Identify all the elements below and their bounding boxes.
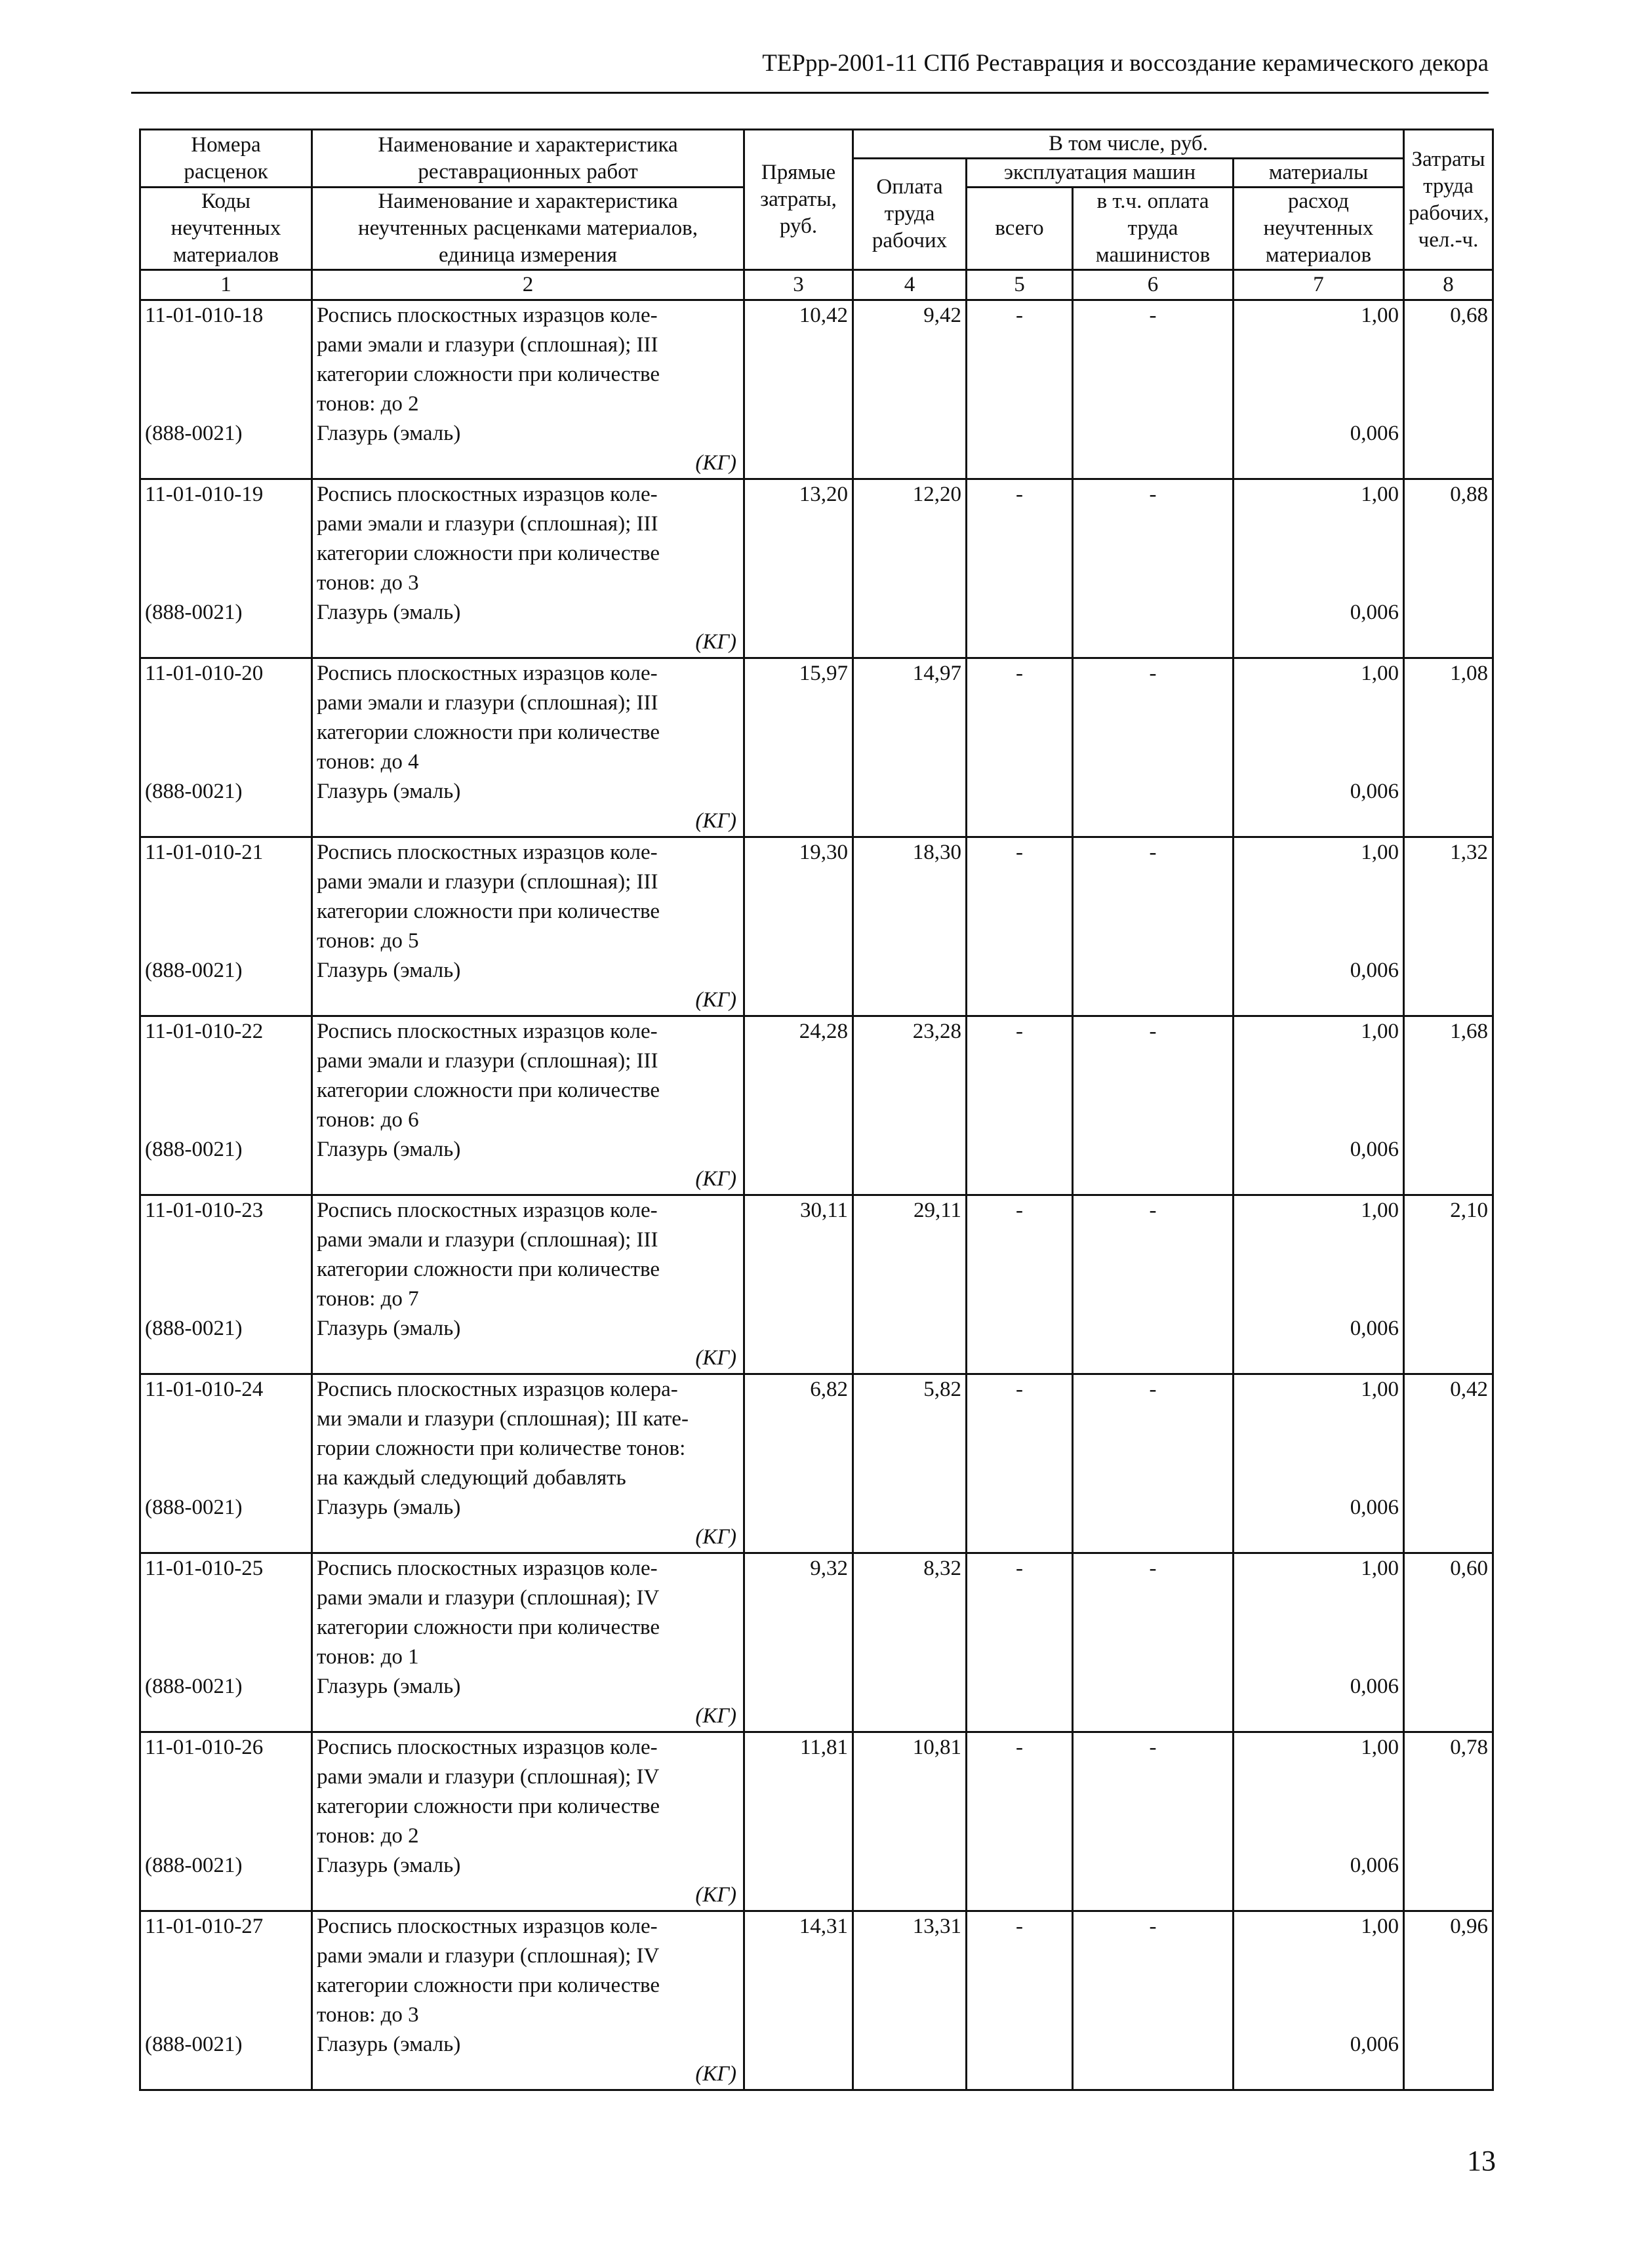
labor-hours: 0,88 bbox=[1404, 479, 1493, 599]
column-number: 4 bbox=[853, 270, 967, 300]
rate-row bbox=[140, 658, 1493, 778]
description-line: рами эмали и глазури (сплошная); III bbox=[317, 512, 658, 536]
material-code: (888-0021) bbox=[140, 1672, 312, 1732]
worker-pay: 9,42 bbox=[853, 300, 967, 420]
column-number: 8 bbox=[1404, 270, 1493, 300]
work-description bbox=[312, 479, 744, 599]
material-description bbox=[312, 598, 744, 658]
machine-total: - bbox=[967, 1553, 1073, 1673]
description-line: тонов: до 4 bbox=[317, 750, 419, 774]
header-cell-including: В том числе, руб. bbox=[853, 130, 1404, 159]
header-cell-materials: материалы bbox=[1234, 159, 1404, 188]
material-row bbox=[140, 1314, 1493, 1374]
description-line: тонов: до 7 bbox=[317, 1287, 419, 1311]
material-name: Глазурь (эмаль) bbox=[317, 1317, 461, 1340]
machine-total: - bbox=[967, 1374, 1073, 1494]
rate-code: 11-01-010-19 bbox=[140, 479, 312, 599]
rate-code: 11-01-010-22 bbox=[140, 1016, 312, 1136]
work-description bbox=[312, 1553, 744, 1673]
column-number: 2 bbox=[312, 270, 744, 300]
unit-label: (КГ) bbox=[695, 2062, 736, 2086]
work-description bbox=[312, 837, 744, 957]
material-name: Глазурь (эмаль) bbox=[317, 422, 461, 445]
machine-operator-pay: - bbox=[1073, 300, 1234, 420]
direct-costs: 15,97 bbox=[744, 658, 853, 778]
direct-costs: 9,32 bbox=[744, 1553, 853, 1673]
material-code: (888-0021) bbox=[140, 1493, 312, 1553]
material-consumption: 0,006 bbox=[1234, 2030, 1404, 2090]
column-number: 5 bbox=[967, 270, 1073, 300]
rate-code: 11-01-010-20 bbox=[140, 658, 312, 778]
machine-operator-pay: - bbox=[1073, 1374, 1234, 1494]
description-line: Роспись плоскостных изразцов коле- bbox=[317, 1199, 658, 1222]
materials-cost: 1,00 bbox=[1234, 1911, 1404, 2031]
machine-operator-pay: - bbox=[1073, 1911, 1234, 2031]
worker-pay: 12,20 bbox=[853, 479, 967, 599]
machine-total: - bbox=[967, 300, 1073, 420]
table-body bbox=[140, 300, 1493, 2090]
rate-row bbox=[140, 1374, 1493, 1494]
description-line: категории сложности при количестве bbox=[317, 900, 660, 923]
material-code: (888-0021) bbox=[140, 419, 312, 479]
materials-cost: 1,00 bbox=[1234, 1016, 1404, 1136]
unit-label: (КГ) bbox=[695, 1167, 736, 1191]
unit-label: (КГ) bbox=[695, 451, 736, 475]
description-line: рами эмали и глазури (сплошная); IV bbox=[317, 1765, 660, 1789]
material-row bbox=[140, 1672, 1493, 1732]
material-consumption: 0,006 bbox=[1234, 1314, 1404, 1374]
worker-pay: 18,30 bbox=[853, 837, 967, 957]
machine-operator-pay: - bbox=[1073, 837, 1234, 957]
machine-total: - bbox=[967, 837, 1073, 957]
work-description bbox=[312, 1911, 744, 2031]
worker-pay: 5,82 bbox=[853, 1374, 967, 1494]
machine-operator-pay: - bbox=[1073, 1195, 1234, 1315]
header-cell-name-materials: Наименование и характеристика неучтенных расценками материалов, единица измерения bbox=[312, 188, 744, 270]
material-description bbox=[312, 956, 744, 1016]
rate-code: 11-01-010-25 bbox=[140, 1553, 312, 1673]
direct-costs: 30,11 bbox=[744, 1195, 853, 1315]
work-description bbox=[312, 1195, 744, 1315]
work-description bbox=[312, 658, 744, 778]
worker-pay: 29,11 bbox=[853, 1195, 967, 1315]
material-consumption: 0,006 bbox=[1234, 598, 1404, 658]
page-number: 13 bbox=[1467, 2145, 1496, 2177]
description-line: тонов: до 5 bbox=[317, 929, 419, 953]
header-cell-labor-hours: Затраты труда рабочих, чел.-ч. bbox=[1404, 130, 1493, 270]
material-code: (888-0021) bbox=[140, 956, 312, 1016]
materials-cost: 1,00 bbox=[1234, 1732, 1404, 1852]
unit-label: (КГ) bbox=[695, 1525, 736, 1549]
machine-total: - bbox=[967, 1911, 1073, 2031]
header-cell-machine-total: всего bbox=[967, 188, 1073, 270]
material-description bbox=[312, 1493, 744, 1553]
description-line: Роспись плоскостных изразцов коле- bbox=[317, 1020, 658, 1043]
header-cell-codes: Коды неучтенных материалов bbox=[140, 188, 312, 270]
labor-hours: 0,68 bbox=[1404, 300, 1493, 420]
machine-total: - bbox=[967, 479, 1073, 599]
material-name: Глазурь (эмаль) bbox=[317, 1675, 461, 1698]
description-line: категории сложности при количестве bbox=[317, 542, 660, 565]
description-line: категории сложности при количестве bbox=[317, 1616, 660, 1639]
materials-cost: 1,00 bbox=[1234, 300, 1404, 420]
material-name: Глазурь (эмаль) bbox=[317, 780, 461, 803]
header-cell-worker-pay: Оплата труда рабочих bbox=[853, 159, 967, 270]
description-line: рами эмали и глазури (сплошная); III bbox=[317, 1049, 658, 1073]
unit-label: (КГ) bbox=[695, 630, 736, 654]
description-line: Роспись плоскостных изразцов колера- bbox=[317, 1378, 678, 1401]
page-header-title: ТЕРрр-2001-11 СПб Реставрация и воссоздание керамического декора bbox=[762, 50, 1489, 77]
header-cell-material-consumption: расход неучтенных материалов bbox=[1234, 188, 1404, 270]
column-number: 3 bbox=[744, 270, 853, 300]
description-line: ми эмали и глазури (сплошная); III кате- bbox=[317, 1407, 689, 1431]
description-line: на каждый следующий добавлять bbox=[317, 1466, 626, 1490]
rate-code: 11-01-010-26 bbox=[140, 1732, 312, 1852]
rate-row bbox=[140, 1016, 1493, 1136]
header-divider bbox=[131, 92, 1489, 94]
material-description bbox=[312, 1672, 744, 1732]
unit-label: (КГ) bbox=[695, 1883, 736, 1907]
material-consumption: 0,006 bbox=[1234, 956, 1404, 1016]
header-cell-name-works: Наименование и характеристика реставрационных работ bbox=[312, 130, 744, 188]
material-description bbox=[312, 1851, 744, 1911]
materials-cost: 1,00 bbox=[1234, 1553, 1404, 1673]
description-line: рами эмали и глазури (сплошная); III bbox=[317, 1228, 658, 1252]
rates-table bbox=[139, 129, 1494, 2091]
description-line: тонов: до 1 bbox=[317, 1645, 419, 1669]
direct-costs: 14,31 bbox=[744, 1911, 853, 2031]
description-line: рами эмали и глазури (сплошная); IV bbox=[317, 1586, 660, 1610]
labor-hours: 0,96 bbox=[1404, 1911, 1493, 2031]
machine-operator-pay: - bbox=[1073, 479, 1234, 599]
description-line: гории сложности при количестве тонов: bbox=[317, 1437, 686, 1460]
description-line: рами эмали и глазури (сплошная); III bbox=[317, 691, 658, 715]
header-cell-direct-costs: Прямые затраты, руб. bbox=[744, 130, 853, 270]
header-cell-machine-operation: эксплуатация машин bbox=[967, 159, 1234, 188]
machine-operator-pay: - bbox=[1073, 1016, 1234, 1136]
description-line: категории сложности при количестве bbox=[317, 1974, 660, 1997]
unit-label: (КГ) bbox=[695, 1704, 736, 1728]
description-line: Роспись плоскостных изразцов коле- bbox=[317, 1736, 658, 1759]
work-description bbox=[312, 1016, 744, 1136]
unit-label: (КГ) bbox=[695, 809, 736, 833]
machine-operator-pay: - bbox=[1073, 1553, 1234, 1673]
rate-row bbox=[140, 1911, 1493, 2031]
material-name: Глазурь (эмаль) bbox=[317, 1138, 461, 1161]
material-row bbox=[140, 777, 1493, 837]
material-code: (888-0021) bbox=[140, 2030, 312, 2090]
direct-costs: 6,82 bbox=[744, 1374, 853, 1494]
column-number-row bbox=[140, 270, 1493, 300]
header-cell-machine-operator-pay: в т.ч. оплата труда машинистов bbox=[1073, 188, 1234, 270]
worker-pay: 13,31 bbox=[853, 1911, 967, 2031]
material-name: Глазурь (эмаль) bbox=[317, 1854, 461, 1877]
machine-total: - bbox=[967, 1732, 1073, 1852]
material-row bbox=[140, 1493, 1493, 1553]
description-line: категории сложности при количестве bbox=[317, 363, 660, 386]
direct-costs: 13,20 bbox=[744, 479, 853, 599]
machine-operator-pay: - bbox=[1073, 658, 1234, 778]
rate-code: 11-01-010-23 bbox=[140, 1195, 312, 1315]
material-row bbox=[140, 2030, 1493, 2090]
worker-pay: 8,32 bbox=[853, 1553, 967, 1673]
description-line: категории сложности при количестве bbox=[317, 1258, 660, 1281]
unit-label: (КГ) bbox=[695, 1346, 736, 1370]
rate-code: 11-01-010-27 bbox=[140, 1911, 312, 2031]
material-code: (888-0021) bbox=[140, 777, 312, 837]
description-line: Роспись плоскостных изразцов коле- bbox=[317, 1557, 658, 1580]
material-code: (888-0021) bbox=[140, 1314, 312, 1374]
labor-hours: 0,78 bbox=[1404, 1732, 1493, 1852]
material-code: (888-0021) bbox=[140, 1851, 312, 1911]
worker-pay: 23,28 bbox=[853, 1016, 967, 1136]
rate-code: 11-01-010-21 bbox=[140, 837, 312, 957]
description-line: Роспись плоскостных изразцов коле- bbox=[317, 841, 658, 864]
rate-row bbox=[140, 479, 1493, 599]
labor-hours: 0,42 bbox=[1404, 1374, 1493, 1494]
description-line: категории сложности при количестве bbox=[317, 721, 660, 744]
machine-total: - bbox=[967, 1016, 1073, 1136]
rate-code: 11-01-010-18 bbox=[140, 300, 312, 420]
labor-hours: 1,32 bbox=[1404, 837, 1493, 957]
description-line: Роспись плоскостных изразцов коле- bbox=[317, 662, 658, 685]
description-line: рами эмали и глазури (сплошная); IV bbox=[317, 1944, 660, 1968]
machine-operator-pay: - bbox=[1073, 1732, 1234, 1852]
description-line: рами эмали и глазури (сплошная); III bbox=[317, 870, 658, 894]
material-description bbox=[312, 777, 744, 837]
rate-row bbox=[140, 1732, 1493, 1852]
materials-cost: 1,00 bbox=[1234, 1374, 1404, 1494]
material-consumption: 0,006 bbox=[1234, 1135, 1404, 1195]
materials-cost: 1,00 bbox=[1234, 479, 1404, 599]
description-line: Роспись плоскостных изразцов коле- bbox=[317, 1915, 658, 1938]
material-row bbox=[140, 956, 1493, 1016]
column-number: 1 bbox=[140, 270, 312, 300]
rate-row bbox=[140, 1553, 1493, 1673]
material-name: Глазурь (эмаль) bbox=[317, 959, 461, 982]
description-line: тонов: до 6 bbox=[317, 1108, 419, 1132]
work-description bbox=[312, 1732, 744, 1852]
table-header bbox=[140, 130, 1493, 300]
material-description bbox=[312, 2030, 744, 2090]
description-line: тонов: до 3 bbox=[317, 571, 419, 595]
description-line: рами эмали и глазури (сплошная); III bbox=[317, 333, 658, 357]
column-number: 7 bbox=[1234, 270, 1404, 300]
labor-hours: 2,10 bbox=[1404, 1195, 1493, 1315]
material-code: (888-0021) bbox=[140, 598, 312, 658]
description-line: Роспись плоскостных изразцов коле- bbox=[317, 483, 658, 506]
description-line: тонов: до 2 bbox=[317, 392, 419, 416]
description-line: категории сложности при количестве bbox=[317, 1795, 660, 1818]
material-consumption: 0,006 bbox=[1234, 1672, 1404, 1732]
column-number: 6 bbox=[1073, 270, 1234, 300]
unit-label: (КГ) bbox=[695, 988, 736, 1012]
material-description bbox=[312, 419, 744, 479]
material-row bbox=[140, 1135, 1493, 1195]
direct-costs: 24,28 bbox=[744, 1016, 853, 1136]
rate-row bbox=[140, 1195, 1493, 1315]
labor-hours: 1,68 bbox=[1404, 1016, 1493, 1136]
material-name: Глазурь (эмаль) bbox=[317, 601, 461, 624]
material-row bbox=[140, 598, 1493, 658]
material-code: (888-0021) bbox=[140, 1135, 312, 1195]
worker-pay: 14,97 bbox=[853, 658, 967, 778]
labor-hours: 1,08 bbox=[1404, 658, 1493, 778]
materials-cost: 1,00 bbox=[1234, 658, 1404, 778]
description-line: тонов: до 2 bbox=[317, 1824, 419, 1848]
material-consumption: 0,006 bbox=[1234, 1851, 1404, 1911]
material-consumption: 0,006 bbox=[1234, 777, 1404, 837]
work-description bbox=[312, 1374, 744, 1494]
material-description bbox=[312, 1314, 744, 1374]
worker-pay: 10,81 bbox=[853, 1732, 967, 1852]
direct-costs: 19,30 bbox=[744, 837, 853, 957]
rate-row bbox=[140, 300, 1493, 420]
header-cell-nomera: Номера расценок bbox=[140, 130, 312, 188]
description-line: Роспись плоскостных изразцов коле- bbox=[317, 304, 658, 327]
materials-cost: 1,00 bbox=[1234, 837, 1404, 957]
description-line: категории сложности при количестве bbox=[317, 1079, 660, 1102]
direct-costs: 11,81 bbox=[744, 1732, 853, 1852]
material-consumption: 0,006 bbox=[1234, 1493, 1404, 1553]
material-row bbox=[140, 1851, 1493, 1911]
material-name: Глазурь (эмаль) bbox=[317, 2033, 461, 2056]
description-line: тонов: до 3 bbox=[317, 2003, 419, 2027]
material-consumption: 0,006 bbox=[1234, 419, 1404, 479]
material-row bbox=[140, 419, 1493, 479]
material-name: Глазурь (эмаль) bbox=[317, 1496, 461, 1519]
direct-costs: 10,42 bbox=[744, 300, 853, 420]
materials-cost: 1,00 bbox=[1234, 1195, 1404, 1315]
work-description bbox=[312, 300, 744, 420]
machine-total: - bbox=[967, 658, 1073, 778]
machine-total: - bbox=[967, 1195, 1073, 1315]
labor-hours: 0,60 bbox=[1404, 1553, 1493, 1673]
material-description bbox=[312, 1135, 744, 1195]
rate-code: 11-01-010-24 bbox=[140, 1374, 312, 1494]
rate-row bbox=[140, 837, 1493, 957]
